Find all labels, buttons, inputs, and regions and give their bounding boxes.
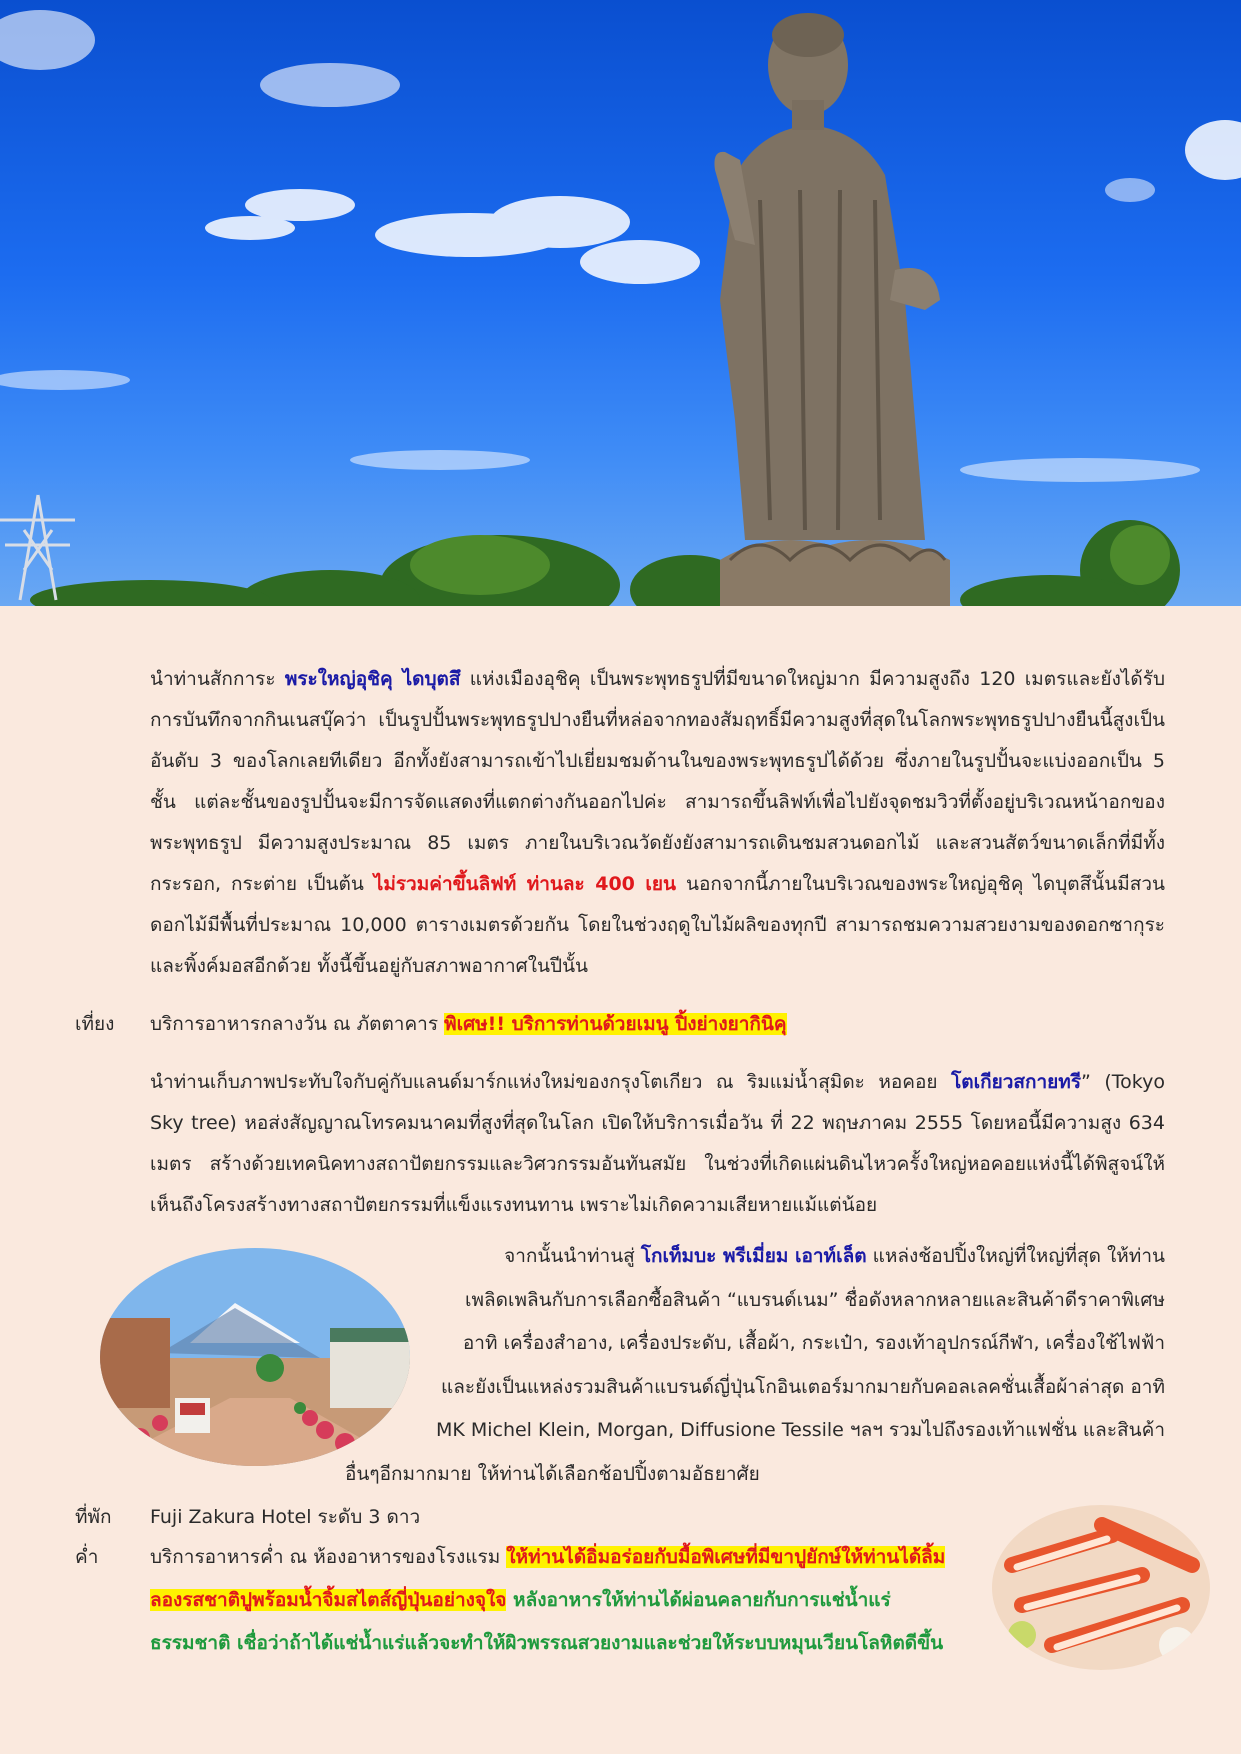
skytree-paragraph xyxy=(150,1062,1165,1226)
hero-photo xyxy=(0,0,1241,606)
skytree-text: ” (Tokyo Sky tree) หอส่งสัญญาณโทรคมนาคมที่สูงที่สุดในโลก เปิดให้บริการเมื่อวัน ที่ 22 พฤษภาคม 2555 โดยหอนี้มีความสูง 634 เมตร สร้างด้วยเทคนิคทางสถาปัตยกรรมและวิศวกรรมอันทันสมัย ในช่วงที่เกิดแผ่นดินไหวครั้งใหญ่หอคอยแห่งนี้ได้พิสูจน์ให้เห็นถึงโครงสร้างทางสถาปัตยกรรมที่แข็งแรงทนทาน เพราะไม่เกิดความเสียหายแม้แต่น้อย xyxy=(150,1071,1165,1216)
outlet-intro: จากนั้นนำท่านสู่ xyxy=(504,1245,641,1267)
ushiku-text-1: แห่งเมืองอุชิคุ เป็นพระพุทธรูปที่มีขนาดใหญ่มาก มีความสูงถึง 120 เมตรและยังได้รับการบันทึกจากกินเนสบุ๊คว่า เป็นรูปปั้นพระพุทธรูปปางยืนที่หล่อจากทองสัมฤทธิ์มีความสูงที่สุดในโลกพระพุทธรูปปางยืนนี้สูงเป็นอันดับ 3 ของโลกเลยทีเดียว อีกทั้งยังสามารถเข้าไปเยี่ยมชมด้านในของพระพุทธรูปได้ด้วย ซึ่งภายในรูปปั้นจะแบ่งออกเป็น 5 ชั้น แต่ละชั้นของรูปปั้นจะมีการจัดแสดงที่แตกต่างกันออกไปค่ะ สามารถขึ้นลิฟท์เพื่อไปยังจุดชมวิวที่ตั้งอยู่บริเวณหน้าอกของพระพุทธรูป มีความสูงประมาณ 85 เมตร ภายในบริเวณวัดยังยังสามารถเดินชมสวนดอกไม้ และสวนสัตว์ขนาดเล็กที่มีทั้งกระรอก, กระต่าย เป็นต้น xyxy=(150,668,1166,895)
ushiku-text-2: นอกจากนี้ภายในบริเวณของพระใหญ่อุชิคุ ไดบุตสึนั้นมีสวนดอกไม้มีพื้นที่ประมาณ 10,000 ตารางเมตรด้วยกัน โดยในช่วงฤดูใบไม้ผลิของทุกปี สามารถชมความสวยงามของดอกซากุระ และพิ้งค์มอสอีกด้วย ทั้งนี้ขึ้นอยู่กับสภาพอากาศในปีนั้น xyxy=(150,873,1165,977)
outlet-name: โกเท็มบะ พรีเมี่ยม เอาท์เล็ต xyxy=(640,1245,867,1267)
dinner-label: ค่ำ xyxy=(75,1546,99,1568)
dinner-green-1: หลังอาหารให้ท่านได้ผ่อนคลายกับการแช่น้ำแร่ xyxy=(506,1589,891,1611)
dinner-highlight-1: ให้ท่านได้อิ่มอร่อยกับมื้อพิเศษที่มีขาปูยักษ์ให้ท่านได้ลิ้ม xyxy=(506,1546,946,1568)
dinner-line-1 xyxy=(150,1537,945,1578)
great-buddha-photo-icon xyxy=(0,0,1241,606)
outlet-line-2: เพลิดเพลินกับการเลือกซื้อสินค้า “แบรนด์เนม” ชื่อดังหลากหลายและสินค้าดีราคาพิเศษ xyxy=(464,1289,1165,1311)
skytree-intro: นำท่านเก็บภาพประทับใจกับคู่กับแลนด์มาร์กแห่งใหม่ของกรุงโตเกียว ณ ริมแม่น้ำสุมิดะ หอคอย xyxy=(150,1071,952,1093)
dinner-highlight-2: ลองรสชาติปูพร้อมน้ำจิ้มสไตส์ญี่ปุ่นอย่างจุใจ xyxy=(150,1589,507,1611)
lunch-text xyxy=(150,1004,787,1045)
outlet-line-4: และยังเป็นแหล่งรวมสินค้าแบรนด์ญี่ปุ่นโกอินเตอร์มากมายกับคอลเลคชั่นเสื้อผ้าล่าสุด อาทิ xyxy=(440,1376,1165,1398)
outlet-line-3: อาทิ เครื่องสำอาง, เครื่องประดับ, เสื้อผ้า, กระเป๋า, รองเท้าอุปกรณ์กีฬา, เครื่องใช้ไฟฟ้า xyxy=(462,1332,1165,1354)
hotel-text: Fuji Zakura Hotel ระดับ 3 ดาว xyxy=(150,1506,421,1528)
dinner-line-3: ธรรมชาติ เชื่อว่าถ้าได้แช่น้ำแร่แล้วจะทำให้ผิวพรรณสวยงามและช่วยให้ระบบหมุนเวียนโลหิตดีขึ้น xyxy=(150,1632,944,1654)
ushiku-paragraph xyxy=(150,659,1165,987)
outlet-photo xyxy=(100,1248,410,1466)
lunch-description: บริการอาหารกลางวัน ณ ภัตตาคาร xyxy=(150,1013,445,1035)
lunch-label: เที่ยง xyxy=(75,1013,115,1035)
dinner-description: บริการอาหารค่ำ ณ ห้องอาหารของโรงแรม xyxy=(150,1546,507,1568)
ushiku-intro: นำท่านสักการะ xyxy=(150,668,285,690)
ushiku-buddha-name: พระใหญ่อุชิคุ ไดบุตสึ xyxy=(284,668,461,690)
dinner-line-2 xyxy=(150,1580,891,1621)
outlet-text-1: แหล่งช้อปปิ้งใหญ่ที่ใหญ่ที่สุด ให้ท่าน xyxy=(866,1245,1165,1267)
crab-legs-photo-icon xyxy=(992,1505,1210,1670)
skytree-name: โตเกียวสกายทรี xyxy=(951,1071,1082,1093)
outlet-line-6: อื่นๆอีกมากมาย ให้ท่านได้เลือกช้อปปิ้งตามอัธยาศัย xyxy=(345,1463,760,1485)
outlet-line-5: MK Michel Klein, Morgan, Diffusione Tessile ฯลฯ รวมไปถึงรองเท้าแฟชั่น และสินค้า xyxy=(435,1419,1165,1441)
outlet-line-1 xyxy=(400,1236,1165,1277)
lift-fee-note: ไม่รวมค่าขึ้นลิฟท์ ท่านละ 400 เยน xyxy=(373,873,677,895)
lunch-highlight: พิเศษ!! บริการท่านด้วยเมนู ปิ้งย่างยากินิคุ xyxy=(444,1013,787,1035)
outlet-mall-photo-icon xyxy=(100,1248,410,1466)
crab-photo xyxy=(992,1505,1210,1670)
hotel-label: ที่พัก xyxy=(75,1506,112,1528)
